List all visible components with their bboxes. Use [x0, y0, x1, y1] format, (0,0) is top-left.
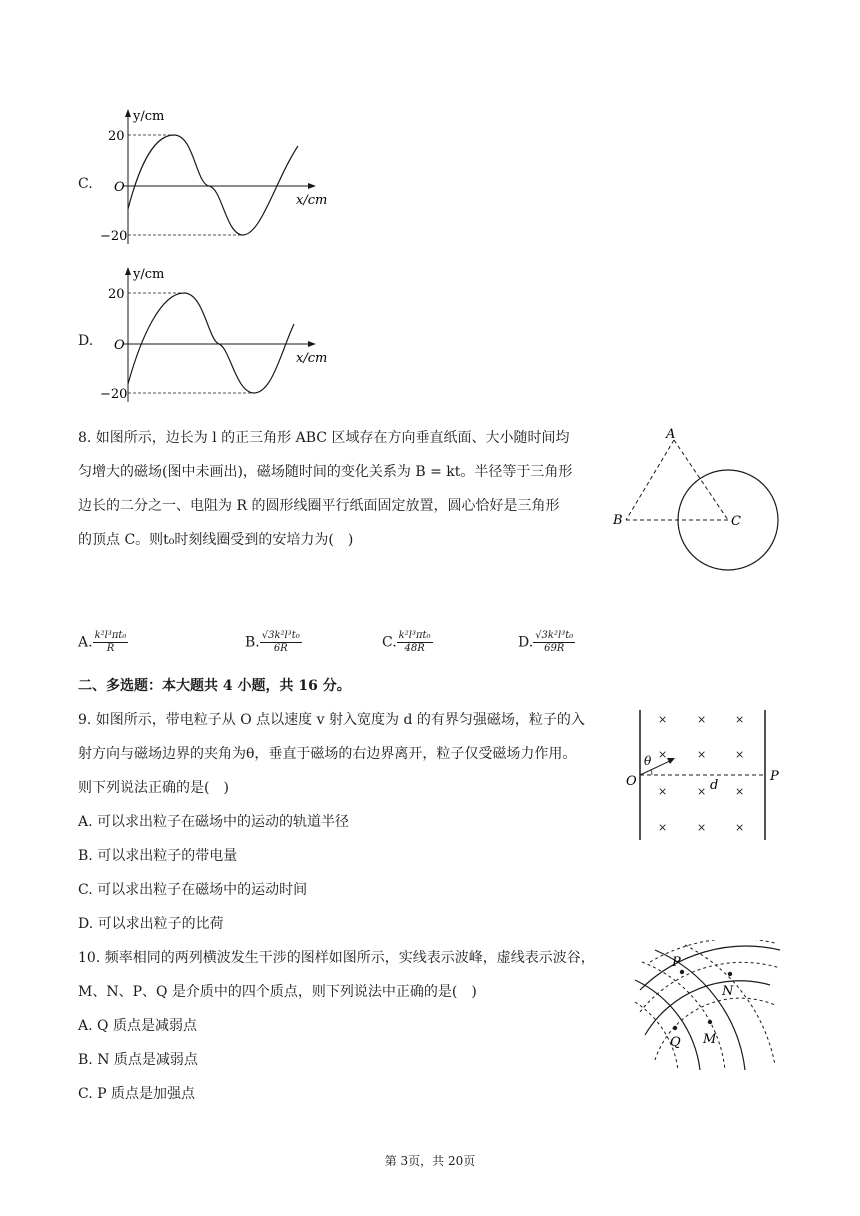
q8-option-d[interactable]: [518, 630, 575, 655]
cross-mark: ×: [697, 821, 707, 834]
q9-line-3: 则下列说法正确的是( ): [78, 780, 229, 796]
cross-mark: ×: [735, 821, 745, 834]
vertex-a-label: A: [666, 427, 676, 442]
y-axis-label: y/cm: [133, 267, 165, 282]
cross-mark: ×: [697, 748, 707, 761]
fraction-numerator: √3k²l³t₀: [261, 630, 300, 641]
q8-figure: [608, 420, 786, 575]
q8-line-1: 8. 如图所示，边长为 l 的正三角形 ABC 区域存在方向垂直纸面、大小随时间均: [78, 430, 570, 446]
cross-mark: ×: [697, 713, 707, 726]
q10-line-2: M、N、P、Q 是介质中的四个质点，则下列说法中正确的是( ): [78, 984, 477, 1000]
vertex-b-label: B: [613, 513, 623, 528]
section-heading: 二、多选题：本大题共 4 小题，共 16 分。: [78, 678, 351, 694]
theta-label: θ: [644, 754, 652, 768]
q8-option-a[interactable]: [78, 630, 128, 655]
q8-option-b[interactable]: [245, 630, 302, 655]
q10-option-c[interactable]: C. P 质点是加强点: [78, 1086, 195, 1102]
point-q-label: Q: [670, 1035, 681, 1050]
q7-option-c-label: C.: [78, 176, 93, 192]
q8-line-2: 匀增大的磁场(图中未画出)，磁场随时间的变化关系为 B = kt。半径等于三角形: [78, 464, 573, 480]
fraction-denominator: 48R: [404, 643, 425, 654]
fraction-denominator: R: [106, 643, 115, 654]
option-label: B.: [245, 634, 260, 651]
cross-mark: ×: [658, 785, 668, 798]
option-fraction: [260, 630, 302, 655]
x-axis-label: x/cm: [296, 193, 328, 208]
y-axis-label: y/cm: [133, 109, 165, 124]
q9-option-c[interactable]: C. 可以求出粒子在磁场中的运动时间: [78, 882, 308, 898]
width-d-label: d: [710, 778, 719, 793]
q9-option-b[interactable]: B. 可以求出粒子的带电量: [78, 848, 238, 864]
q9-line-2: 射方向与磁场边界的夹角为θ，垂直于磁场的右边界离开，粒子仅受磁场力作用。: [78, 746, 577, 762]
q7-option-c-graph: [96, 104, 346, 254]
q10-figure: [630, 940, 785, 1075]
point-p-label: P: [672, 955, 681, 970]
cross-mark: ×: [658, 748, 668, 761]
q10-option-b[interactable]: B. N 质点是减弱点: [78, 1052, 198, 1068]
origin-label: O: [114, 180, 125, 195]
cross-mark: ×: [658, 821, 668, 834]
vertex-c-label: C: [731, 514, 741, 529]
q10-line-1: 10. 频率相同的两列横波发生干涉的图样如图所示，实线表示波峰，虚线表示波谷，: [78, 950, 595, 966]
cross-mark: ×: [697, 785, 707, 798]
q7-option-d-graph: [96, 262, 346, 412]
fraction-denominator: 6R: [273, 643, 288, 654]
origin-label: O: [114, 338, 125, 353]
point-o-label: O: [626, 774, 637, 789]
cross-mark: ×: [735, 785, 745, 798]
option-fraction: [533, 630, 575, 655]
q8-line-3: 边长的二分之一、电阻为 R 的圆形线圈平行纸面固定放置，圆心恰好是三角形: [78, 498, 560, 514]
q9-option-a[interactable]: A. 可以求出粒子在磁场中的运动的轨道半径: [78, 814, 350, 830]
y-tick-positive: 20: [108, 287, 125, 302]
q7-option-d-label: D.: [78, 333, 94, 349]
option-fraction: [397, 630, 433, 655]
point-p-label: P: [770, 769, 779, 784]
cross-mark: ×: [658, 713, 668, 726]
fraction-numerator: √3k²l³t₀: [535, 630, 574, 641]
page-footer: 第 3页，共 20页: [384, 1154, 476, 1168]
x-axis-label: x/cm: [296, 351, 328, 366]
y-tick-negative: −20: [100, 229, 128, 244]
q10-option-a[interactable]: A. Q 质点是减弱点: [78, 1018, 197, 1034]
cross-mark: ×: [735, 748, 745, 761]
q9-option-d[interactable]: D. 可以求出粒子的比荷: [78, 916, 224, 932]
q8-line-4: 的顶点 C。则t₀时刻线圈受到的安培力为( ): [78, 532, 354, 548]
point-n-label: N: [722, 984, 734, 999]
option-label: D.: [518, 634, 534, 651]
q9-figure: [620, 705, 790, 845]
q9-line-1: 9. 如图所示，带电粒子从 O 点以速度 v 射入宽度为 d 的有界匀强磁场，粒子的入: [78, 712, 585, 728]
y-tick-positive: 20: [108, 129, 125, 144]
fraction-numerator: k²l³πt₀: [94, 630, 127, 641]
option-label: C.: [382, 634, 397, 651]
cross-mark: ×: [735, 713, 745, 726]
y-tick-negative: −20: [100, 387, 128, 402]
option-label: A.: [78, 634, 93, 651]
point-m-label: M: [703, 1032, 717, 1047]
fraction-denominator: 69R: [544, 643, 565, 654]
q8-option-c[interactable]: [382, 630, 433, 655]
option-fraction: [93, 630, 129, 655]
fraction-numerator: k²l³πt₀: [398, 630, 431, 641]
